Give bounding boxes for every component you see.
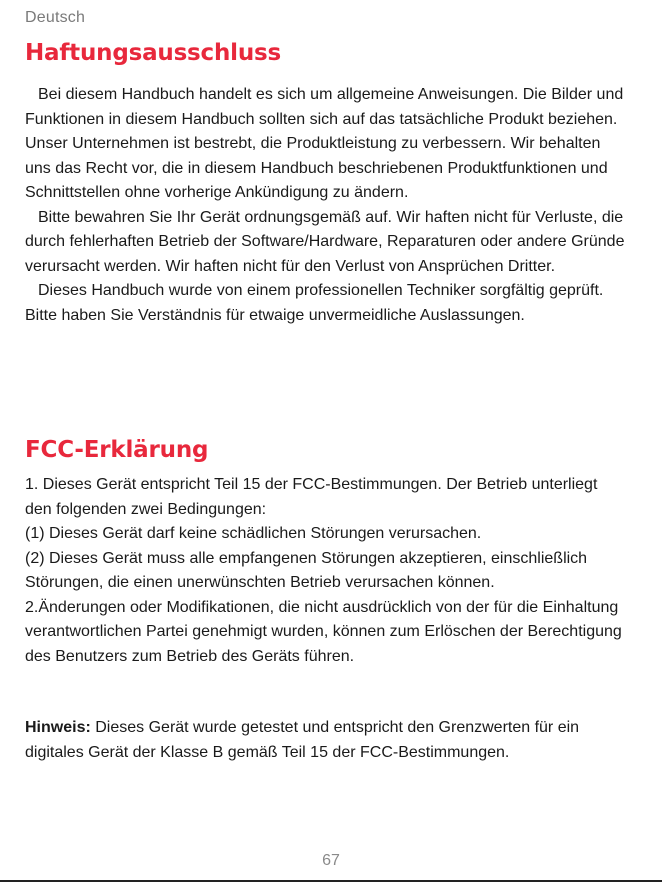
disclaimer-paragraph: Dieses Handbuch wurde von einem professionellen Techniker sorgfältig geprüft. Bitte haben Sie Verständnis für etwaige unvermeidliche Auslassungen. [25,282,604,324]
note-text: Dieses Gerät wurde getestet und entspricht den Grenzwerten für ein digitales Gerät der Klasse B gemäß Teil 15 der FCC-Bestimmungen. [25,719,580,761]
bottom-rule [0,880,662,882]
disclaimer-paragraph: Bitte bewahren Sie Ihr Gerät ordnungsgemäß auf. Wir haften nicht für Verluste, die durch fehlerhaften Betrieb der Software/Hardware, Reparaturen oder andere Gründe verursacht werden. Wir haften nicht für den Verlust von Ansprüchen Dritter. [25,208,625,275]
disclaimer-paragraph: Bei diesem Handbuch handelt es sich um allgemeine Anweisungen. Die Bilder und Funktionen in diesem Handbuch sollten sich auf das tatsächliche Produkt beziehen. Unser Unternehmen ist bestrebt, die Produktleistung zu verbessern. Wir behalten uns das Recht vor, die in diesem Handbuch beschriebenen Produktfunktionen und Schnittstellen ohne vorherige Ankündigung zu ändern. [25,86,624,201]
fcc-heading: FCC-Erklärung [25,437,209,463]
language-label: Deutsch [25,9,86,26]
fcc-line: (1) Dieses Gerät darf keine schädlichen Störungen verursachen. [25,525,482,542]
fcc-line: (2) Dieses Gerät muss alle empfangenen Störungen akzeptieren, einschließlich Störungen, die einen unerwünschten Betrieb verursachen können. [25,549,588,591]
fcc-line: 1. Dieses Gerät entspricht Teil 15 der FCC-Bestimmungen. Der Betrieb unterliegt den folgenden zwei Bedingungen: [25,476,598,518]
fcc-line: 2.Änderungen oder Modifikationen, die nicht ausdrücklich von der für die Einhaltung verantwortlichen Partei genehmigt wurden, können zum Erlöschen der Berechtigung des Benutzers zum Betrieb des Geräts führen. [25,598,622,665]
fcc-note [25,716,625,765]
disclaimer-body [25,83,625,328]
fcc-body [25,473,625,669]
fcc-note-paragraph [25,716,625,765]
page-number: 67 [322,852,340,869]
disclaimer-heading: Haftungsausschluss [25,40,281,66]
note-label: Hinweis: [25,719,91,736]
